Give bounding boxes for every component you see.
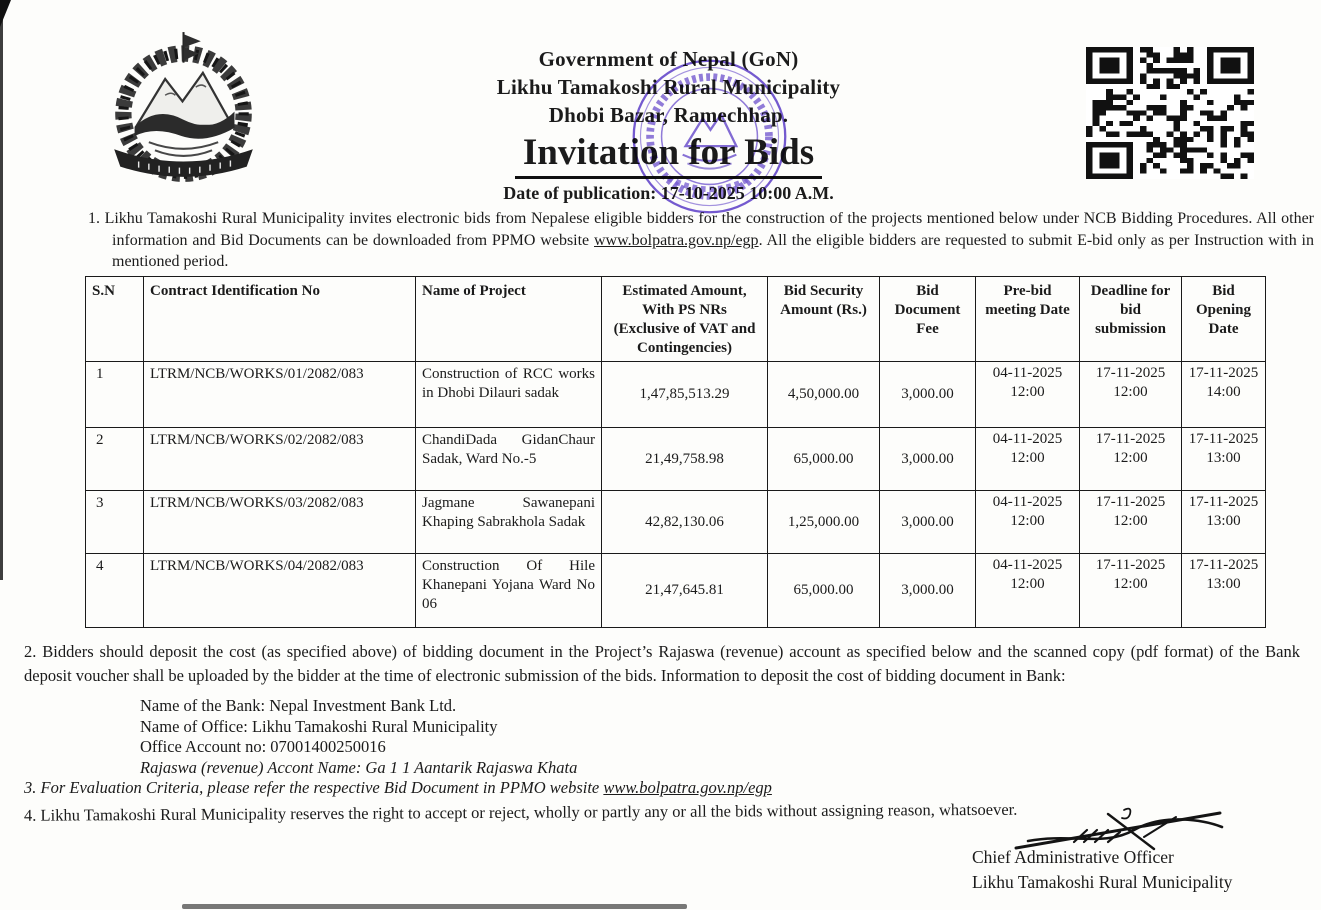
- table-cell: 17-11-2025 12:00: [1080, 362, 1182, 428]
- document-header: [8, 45, 1321, 204]
- clause-1-text-a: Likhu Tamakoshi Rural Municipality invites electronic bids from Nepalese eligible bidders for the construction of the projects mentioned below under NCB Bidding Procedures. All other information and Bid Documents can be downloaded from PPMO website: [100, 210, 1314, 249]
- header-cell: Pre-bid meeting Date: [976, 277, 1080, 362]
- table-cell: 4,50,000.00: [768, 362, 880, 428]
- table-cell: 3,000.00: [880, 554, 976, 628]
- address-line: Dhobi Bazar, Ramechhap.: [548, 103, 789, 127]
- office-name-line: Name of Office: Likhu Tamakoshi Rural Municipality: [140, 716, 498, 736]
- table-cell: 17-11-2025 12:00: [1080, 428, 1182, 491]
- header-cell: Name of Project: [416, 277, 602, 362]
- office-account-line: Office Account no: 07001400250016: [140, 737, 386, 756]
- header-cell: S.N: [86, 277, 144, 362]
- table-cell: 3,000.00: [880, 491, 976, 554]
- clause-number: 1.: [88, 210, 100, 227]
- table-cell: 17-11-2025 13:00: [1182, 491, 1266, 554]
- table-cell: 17-11-2025 12:00: [1080, 554, 1182, 628]
- table-cell: Construction of RCC works in Dhobi Dilauri sadak: [416, 362, 602, 428]
- table-cell: Jagmane Sawanepani Khaping Sabrakhola Sadak: [416, 491, 602, 554]
- bank-name-line: Name of the Bank: Nepal Investment Bank Ltd.: [140, 696, 457, 715]
- table-cell: 04-11-2025 12:00: [976, 362, 1080, 428]
- header-cell: Bid Document Fee: [880, 277, 976, 362]
- signatory-org: Likhu Tamakoshi Rural Municipality: [972, 872, 1233, 892]
- table-cell: LTRM/NCB/WORKS/03/2082/083: [144, 491, 416, 554]
- table-cell: 04-11-2025 12:00: [976, 554, 1080, 628]
- table-cell: 1,47,85,513.29: [602, 362, 768, 428]
- table-cell: 1: [86, 362, 144, 428]
- table-cell: 21,47,645.81: [602, 554, 768, 628]
- table-cell: 3,000.00: [880, 428, 976, 491]
- ppmo-website-link[interactable]: www.bolpatra.gov.np/egp: [594, 231, 759, 249]
- clause-4-paragraph: 4. Likhu Tamakoshi Rural Municipality reserves the right to accept or reject, wholly or partly any or all the bids without assigning reason, whatsoever.: [23, 799, 1018, 825]
- table-cell: 1,25,000.00: [768, 491, 880, 554]
- table-row: [86, 491, 1266, 554]
- table-cell: ChandiDada GidanChaur Sadak, Ward No.-5: [416, 428, 602, 491]
- table-cell: LTRM/NCB/WORKS/01/2082/083: [144, 362, 416, 428]
- ppmo-website-link-2[interactable]: www.bolpatra.gov.np/egp: [603, 778, 772, 797]
- table-cell: 3,000.00: [880, 362, 976, 428]
- clause-1-text-b: . All the eligible bidders are requested to submit E-bid only as per Instruction with in mentioned period.: [112, 231, 1315, 270]
- header-cell: Bid Opening Date: [1182, 277, 1266, 362]
- government-line: Government of Nepal (GoN): [538, 47, 799, 71]
- rajaswa-account-line: Rajaswa (revenue) Accont Name: Ga 1 1 Aantarik Rajaswa Khata: [140, 757, 578, 777]
- header-cell: Deadline for bid submission: [1080, 277, 1182, 362]
- table-row: [86, 554, 1266, 628]
- header-cell: Contract Identification No: [144, 277, 416, 362]
- table-cell: 4: [86, 554, 144, 628]
- table-cell: 17-11-2025 13:00: [1182, 554, 1266, 628]
- table-cell: 04-11-2025 12:00: [976, 428, 1080, 491]
- header-cell: Estimated Amount, With PS NRs (Exclusive of VAT and Contingencies): [602, 277, 768, 362]
- page-title: Invitation for Bids: [515, 132, 822, 179]
- table-cell: 17-11-2025 13:00: [1182, 428, 1266, 491]
- clause-3-paragraph: [24, 777, 1224, 799]
- bids-table-body: [86, 362, 1266, 628]
- scan-corner-artifact: [0, 0, 11, 27]
- municipality-line: Likhu Tamakoshi Rural Municipality: [496, 75, 841, 99]
- table-cell: 42,82,130.06: [602, 491, 768, 554]
- table-cell: 04-11-2025 12:00: [976, 491, 1080, 554]
- table-row: [86, 428, 1266, 491]
- table-cell: 3: [86, 491, 144, 554]
- header-cell: Bid Security Amount (Rs.): [768, 277, 880, 362]
- table-cell: 21,49,758.98: [602, 428, 768, 491]
- bank-details-block: [140, 696, 577, 778]
- signature-scribble-icon: [1012, 806, 1230, 856]
- scan-bottom-artifact: [182, 904, 687, 909]
- table-cell: 17-11-2025 12:00: [1080, 491, 1182, 554]
- table-cell: LTRM/NCB/WORKS/02/2082/083: [144, 428, 416, 491]
- signatory-title: Chief Administrative Officer: [972, 847, 1174, 867]
- table-cell: 17-11-2025 14:00: [1182, 362, 1266, 428]
- scan-edge-artifact: [0, 0, 3, 580]
- table-cell: 65,000.00: [768, 428, 880, 491]
- bids-table: [85, 276, 1266, 628]
- table-row: [86, 362, 1266, 428]
- table-cell: 2: [86, 428, 144, 491]
- table-cell: LTRM/NCB/WORKS/04/2082/083: [144, 554, 416, 628]
- clause-1-paragraph: [88, 208, 1314, 273]
- publication-date-line: Date of publication: 17-10-2025 10:00 A.M.: [503, 183, 834, 203]
- table-cell: Construction Of Hile Khanepani Yojana Ward No 06: [416, 554, 602, 628]
- clause-2-paragraph: 2. Bidders should deposit the cost (as specified above) of bidding document in the Project’s Rajaswa (revenue) account as specified below and the scanned copy (pdf format) of the Bank deposit voucher shall be uploaded by the bidder at the time of electronic submission of the bids. Information to deposit the cost of bidding document in Bank:: [24, 642, 1300, 685]
- bids-table-container: [85, 276, 1266, 628]
- table-cell: 65,000.00: [768, 554, 880, 628]
- clause-3-text: 3. For Evaluation Criteria, please refer the respective Bid Document in PPMO website: [24, 778, 604, 797]
- bids-table-header: [86, 277, 1266, 362]
